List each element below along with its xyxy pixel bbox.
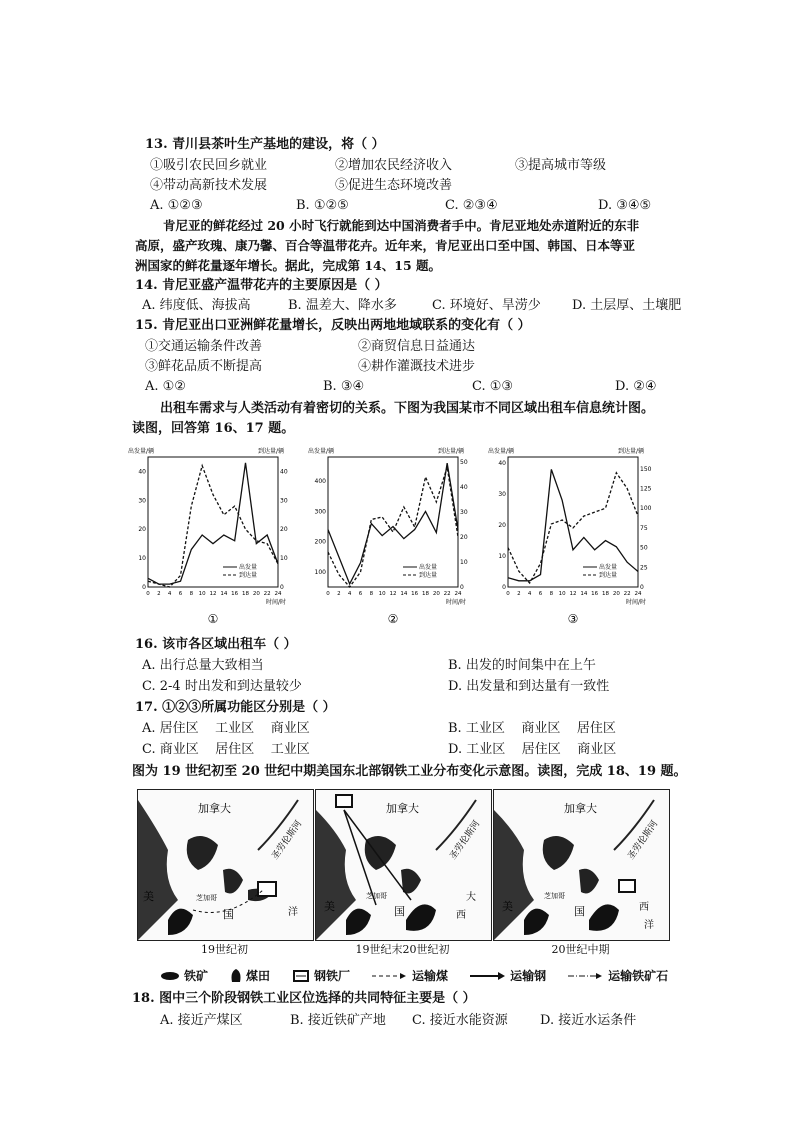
chart-2-xtick: 10 — [378, 591, 386, 597]
map-3-svg — [494, 790, 669, 940]
taxi-chart-1 — [128, 447, 308, 631]
q13-choice-d[interactable]: D. ③④⑤ — [598, 198, 652, 213]
dashed-arrow-icon — [372, 972, 408, 980]
chart-3-xtick: 2 — [517, 591, 521, 597]
chart-1-ytick-left: 40 — [138, 468, 146, 476]
chart-2-ytick-left: 400 — [314, 478, 326, 486]
chart-3-caption: ③ — [567, 612, 579, 626]
chart-3-xtick: 0 — [506, 591, 510, 597]
legend-ore-transport: 运输铁矿石 — [568, 967, 668, 984]
map-2-atlantic-2: 西 — [456, 910, 466, 921]
chart-2-xtick: 16 — [411, 591, 419, 597]
q13-option-2: ②增加农民经济收入 — [335, 158, 453, 173]
q14-stem: 14. 肯尼亚盛产温带花卉的主要原因是（ ） — [135, 278, 388, 293]
chart-1-series-arrival — [148, 466, 278, 587]
map-2-river: 圣劳伦斯河 — [448, 819, 483, 862]
chart-3-ylabel-right: 到达量/辆 — [618, 448, 645, 455]
q13-choice-b[interactable]: B. ①②⑤ — [296, 198, 349, 213]
chart-2-ylabel-left: 出发量/辆 — [308, 448, 335, 455]
taxi-chart-2-svg — [308, 447, 488, 627]
chart-3-xtick: 14 — [580, 591, 588, 597]
q16-choice-c[interactable]: C. 2-4 时出发和到达量较少 — [142, 679, 302, 694]
chart-1-xtick: 6 — [178, 591, 183, 597]
q15-option-2: ②商贸信息日益通达 — [358, 339, 476, 354]
chart-3-ytick-right: 25 — [640, 564, 648, 572]
q14-choice-b[interactable]: B. 温差大、降水多 — [288, 298, 397, 313]
map-3-canada: 加拿大 — [564, 802, 597, 815]
chart-1-xtick: 14 — [220, 591, 228, 597]
map-legend — [160, 967, 668, 984]
q14-choice-d[interactable]: D. 土层厚、土壤肥 — [572, 298, 682, 313]
q13-option-5: ⑤促进生态环境改善 — [335, 178, 453, 193]
q13-option-1: ①吸引农民回乡就业 — [150, 158, 268, 173]
chart-3-xtick: 22 — [623, 591, 631, 597]
chart-1-ytick-left: 30 — [138, 497, 146, 505]
iron-ore-icon — [160, 971, 180, 981]
chart-1-ytick-right: 20 — [280, 526, 288, 534]
dashdot-arrow-icon — [568, 972, 604, 980]
chart-1-xtick: 24 — [274, 591, 282, 597]
chart-3-xtick: 20 — [612, 591, 620, 597]
legend-iron: 铁矿 — [160, 967, 208, 984]
chart-3-ytick-right: 100 — [640, 505, 652, 513]
chart-1-ytick-left: 20 — [138, 526, 146, 534]
q15-choice-b[interactable]: B. ③④ — [323, 379, 365, 394]
q13-choice-a[interactable]: A. ①②③ — [150, 198, 203, 213]
chart-1-caption: ① — [207, 612, 219, 626]
map-1-canada: 加拿大 — [198, 802, 231, 815]
map-2-chicago: 芝加哥 — [366, 892, 387, 900]
map-2-caption: 19世纪末20世纪初 — [355, 943, 450, 956]
chart-3-ytick-left: 10 — [498, 553, 506, 561]
map-2-atlantic-1: 大 — [466, 892, 476, 903]
legend-steel-transport: 运输钢 — [470, 967, 546, 984]
chart-1-xtick: 2 — [157, 591, 161, 597]
chart-1-ytick-right: 40 — [280, 468, 288, 476]
chart-1-ytick-right: 10 — [280, 555, 288, 563]
chart-2-xtick: 24 — [454, 591, 462, 597]
chart-2-xtick: 14 — [400, 591, 408, 597]
chart-2-ytick-right: 40 — [460, 484, 468, 491]
map-early-19th — [137, 789, 314, 941]
chart-2-xtick: 20 — [432, 591, 440, 597]
chart-1-ytick-right: 30 — [280, 497, 288, 505]
chart-3-ytick-left: 0 — [502, 584, 506, 591]
solid-arrow-icon — [470, 972, 506, 980]
chart-1-xtick: 18 — [242, 591, 249, 597]
map-1-caption: 19世纪初 — [201, 943, 248, 956]
chart-3-xlabel: 时间/时 — [626, 599, 647, 606]
q13-stem: 13. 青川县茶叶生产基地的建设，将（ ） — [145, 137, 385, 152]
chart-1-xlabel: 时间/时 — [266, 599, 287, 606]
q18-choice-c[interactable]: C. 接近水能资源 — [412, 1013, 508, 1028]
chart-1-legend-label: 到达量 — [239, 572, 258, 579]
legend-coal: 煤田 — [230, 967, 270, 984]
chart-1-xtick: 0 — [146, 591, 150, 597]
q15-choice-a[interactable]: A. ①② — [145, 379, 186, 394]
chart-1-xtick: 20 — [252, 591, 260, 597]
map-2-usa-1: 美 — [324, 900, 335, 913]
q15-option-4: ④耕作灌溉技术进步 — [358, 359, 476, 374]
chart-3-ytick-right: 75 — [640, 524, 648, 532]
q17-choice-d[interactable]: D. 工业区 居住区 商业区 — [448, 742, 617, 757]
q15-choice-c[interactable]: C. ①③ — [472, 379, 514, 394]
chart-2-series-departure — [328, 463, 458, 584]
map-1-atlantic: 洋 — [288, 907, 298, 918]
chart-3-xtick: 18 — [602, 591, 609, 597]
chart-2-ytick-right: 0 — [460, 584, 464, 591]
q13-choice-c[interactable]: C. ②③④ — [445, 198, 498, 213]
q16-choice-b[interactable]: B. 出发的时间集中在上午 — [448, 658, 596, 673]
chart-3-xtick: 8 — [549, 591, 554, 597]
chart-2-ytick-left: 200 — [314, 538, 326, 546]
q14-choice-a[interactable]: A. 纬度低、海拔高 — [142, 298, 251, 313]
chart-3-series-departure — [508, 469, 638, 580]
chart-3-xtick: 12 — [569, 591, 577, 597]
map-3-chicago: 芝加哥 — [544, 892, 565, 900]
chart-3-ytick-left: 40 — [498, 460, 506, 468]
chart-2-xtick: 0 — [326, 591, 330, 597]
chart-1-xtick: 22 — [263, 591, 271, 597]
map-3-atlantic-2: 西 — [639, 902, 649, 913]
chart-3-ytick-left: 30 — [498, 491, 506, 499]
steel-plant-icon — [292, 969, 310, 983]
passage-kenya-line1: 肯尼亚的鲜花经过 20 小时飞行就能到达中国消费者手中。肯尼亚地处赤道附近的东非 — [163, 218, 640, 233]
chart-3-ylabel-left: 出发量/辆 — [488, 448, 515, 455]
coal-field-icon — [230, 968, 242, 984]
chart-1-ytick-left: 10 — [138, 555, 146, 563]
map-1-river: 圣劳伦斯河 — [270, 819, 305, 862]
q17-stem: 17. ①②③所属功能区分别是（ ） — [135, 700, 336, 715]
taxi-chart-1-svg — [128, 447, 308, 627]
chart-2-caption: ② — [387, 612, 399, 626]
chart-1-series-departure — [148, 463, 278, 584]
q17-choice-b[interactable]: B. 工业区 商业区 居住区 — [448, 721, 616, 736]
chart-2-ytick-right: 30 — [460, 509, 468, 516]
passage-kenya-line3: 洲国家的鲜花量逐年增长。据此，完成第 14、15 题。 — [135, 258, 441, 273]
chart-2-ytick-left: 100 — [314, 568, 326, 576]
chart-2-ytick-right: 50 — [460, 459, 468, 466]
chart-3-ytick-right: 0 — [640, 584, 644, 591]
chart-3-xtick: 24 — [634, 591, 642, 597]
q15-choice-d[interactable]: D. ②④ — [615, 379, 657, 394]
chart-3-series-arrival — [508, 473, 638, 583]
chart-1-ytick-right: 0 — [280, 584, 284, 591]
chart-3-xtick: 16 — [591, 591, 599, 597]
chart-1-xtick: 10 — [198, 591, 206, 597]
chart-1-ytick-left: 0 — [142, 584, 146, 591]
q15-option-3: ③鲜花品质不断提高 — [145, 359, 263, 374]
map-1-usa-2: 国 — [223, 908, 234, 921]
chart-2-xtick: 4 — [347, 591, 352, 597]
q15-option-1: ①交通运输条件改善 — [145, 339, 263, 354]
map-1-usa-1: 美 — [143, 890, 154, 903]
chart-2-ytick-left: 300 — [314, 508, 326, 516]
chart-1-ylabel-right: 到达量/辆 — [258, 448, 285, 455]
chart-3-ytick-right: 50 — [640, 544, 648, 552]
chart-1-xtick: 4 — [167, 591, 172, 597]
chart-2-xtick: 22 — [443, 591, 451, 597]
taxi-chart-3 — [488, 447, 668, 631]
chart-1-xtick: 8 — [189, 591, 194, 597]
q13-option-4: ④带动高新技术发展 — [150, 178, 268, 193]
passage-taxi-line2: 读图，回答第 16、17 题。 — [132, 421, 295, 436]
chart-2-legend-label: 到达量 — [419, 572, 438, 579]
taxi-chart-2 — [308, 447, 488, 631]
map-late-19th — [315, 789, 492, 941]
chart-3-xtick: 10 — [558, 591, 566, 597]
chart-1-xtick: 16 — [231, 591, 239, 597]
passage-taxi-line1: 出租车需求与人类活动有着密切的关系。下图为我国某市不同区域出租车信息统计图。 — [160, 401, 655, 416]
legend-steel: 钢铁厂 — [292, 967, 350, 984]
chart-2-legend-label: 出发量 — [419, 564, 438, 571]
taxi-chart-3-svg — [488, 447, 668, 627]
map-3-river: 圣劳伦斯河 — [626, 819, 661, 862]
chart-3-ytick-right: 150 — [640, 465, 652, 473]
map-3-atlantic-3: 洋 — [644, 920, 654, 931]
q16-choice-d[interactable]: D. 出发量和到达量有一致性 — [448, 679, 610, 694]
chart-3-ytick-right: 125 — [640, 485, 652, 493]
chart-3-xtick: 4 — [527, 591, 532, 597]
chart-3-legend-label: 到达量 — [599, 572, 618, 579]
passage-steel: 图为 19 世纪初至 20 世纪中期美国东北部钢铁工业分布变化示意图。读图，完成 18、19 题。 — [132, 764, 687, 779]
q18-choice-a[interactable]: A. 接近产煤区 — [160, 1013, 243, 1028]
q17-choice-c[interactable]: C. 商业区 居住区 工业区 — [142, 742, 310, 757]
map-2-usa-2: 国 — [394, 905, 405, 918]
q16-stem: 16. 该市各区域出租车（ ） — [135, 637, 297, 652]
chart-2-xtick: 12 — [389, 591, 397, 597]
chart-2-xtick: 8 — [369, 591, 374, 597]
map-3-usa-1: 美 — [502, 900, 513, 913]
q13-option-3: ③提高城市等级 — [515, 158, 607, 173]
q18-choice-d[interactable]: D. 接近水运条件 — [540, 1013, 637, 1028]
map-1-chicago: 芝加哥 — [196, 894, 217, 902]
chart-2-xlabel: 时间/时 — [446, 599, 467, 606]
map-mid-20th — [493, 789, 670, 941]
passage-kenya-line2: 高原，盛产玫瑰、康乃馨、百合等温带花卉。近年来，肯尼亚出口至中国、韩国、日本等亚 — [135, 238, 636, 253]
chart-2-ylabel-right: 到达量/辆 — [438, 448, 465, 455]
q18-stem: 18. 图中三个阶段钢铁工业区位选择的共同特征主要是（ ） — [132, 991, 476, 1006]
chart-3-xtick: 6 — [538, 591, 543, 597]
chart-2-xtick: 18 — [422, 591, 429, 597]
chart-2-ytick-right: 20 — [460, 534, 468, 541]
map-2-svg — [316, 790, 491, 940]
chart-1-xtick: 12 — [209, 591, 217, 597]
chart-3-ytick-left: 20 — [498, 522, 506, 530]
chart-2-xtick: 6 — [358, 591, 363, 597]
map-2-canada: 加拿大 — [386, 802, 419, 815]
map-3-usa-2: 国 — [574, 905, 585, 918]
q16-choice-a[interactable]: A. 出行总量大致相当 — [142, 658, 264, 673]
q14-choice-c[interactable]: C. 环境好、旱涝少 — [432, 298, 541, 313]
chart-2-xtick: 2 — [337, 591, 341, 597]
q18-choice-b[interactable]: B. 接近铁矿产地 — [290, 1013, 386, 1028]
chart-1-ylabel-left: 出发量/辆 — [128, 448, 155, 455]
map-3-caption: 20世纪中期 — [551, 943, 610, 956]
chart-2-ytick-right: 10 — [460, 559, 468, 566]
q17-choice-a[interactable]: A. 居住区 工业区 商业区 — [142, 721, 310, 736]
chart-1-frame — [148, 457, 278, 587]
q15-stem: 15. 肯尼亚出口亚洲鲜花量增长，反映出两地地域联系的变化有（ ） — [135, 318, 531, 333]
chart-3-legend-label: 出发量 — [599, 564, 618, 571]
chart-1-legend-label: 出发量 — [239, 564, 258, 571]
legend-coal-transport: 运输煤 — [372, 967, 448, 984]
map-1-svg — [138, 790, 313, 940]
